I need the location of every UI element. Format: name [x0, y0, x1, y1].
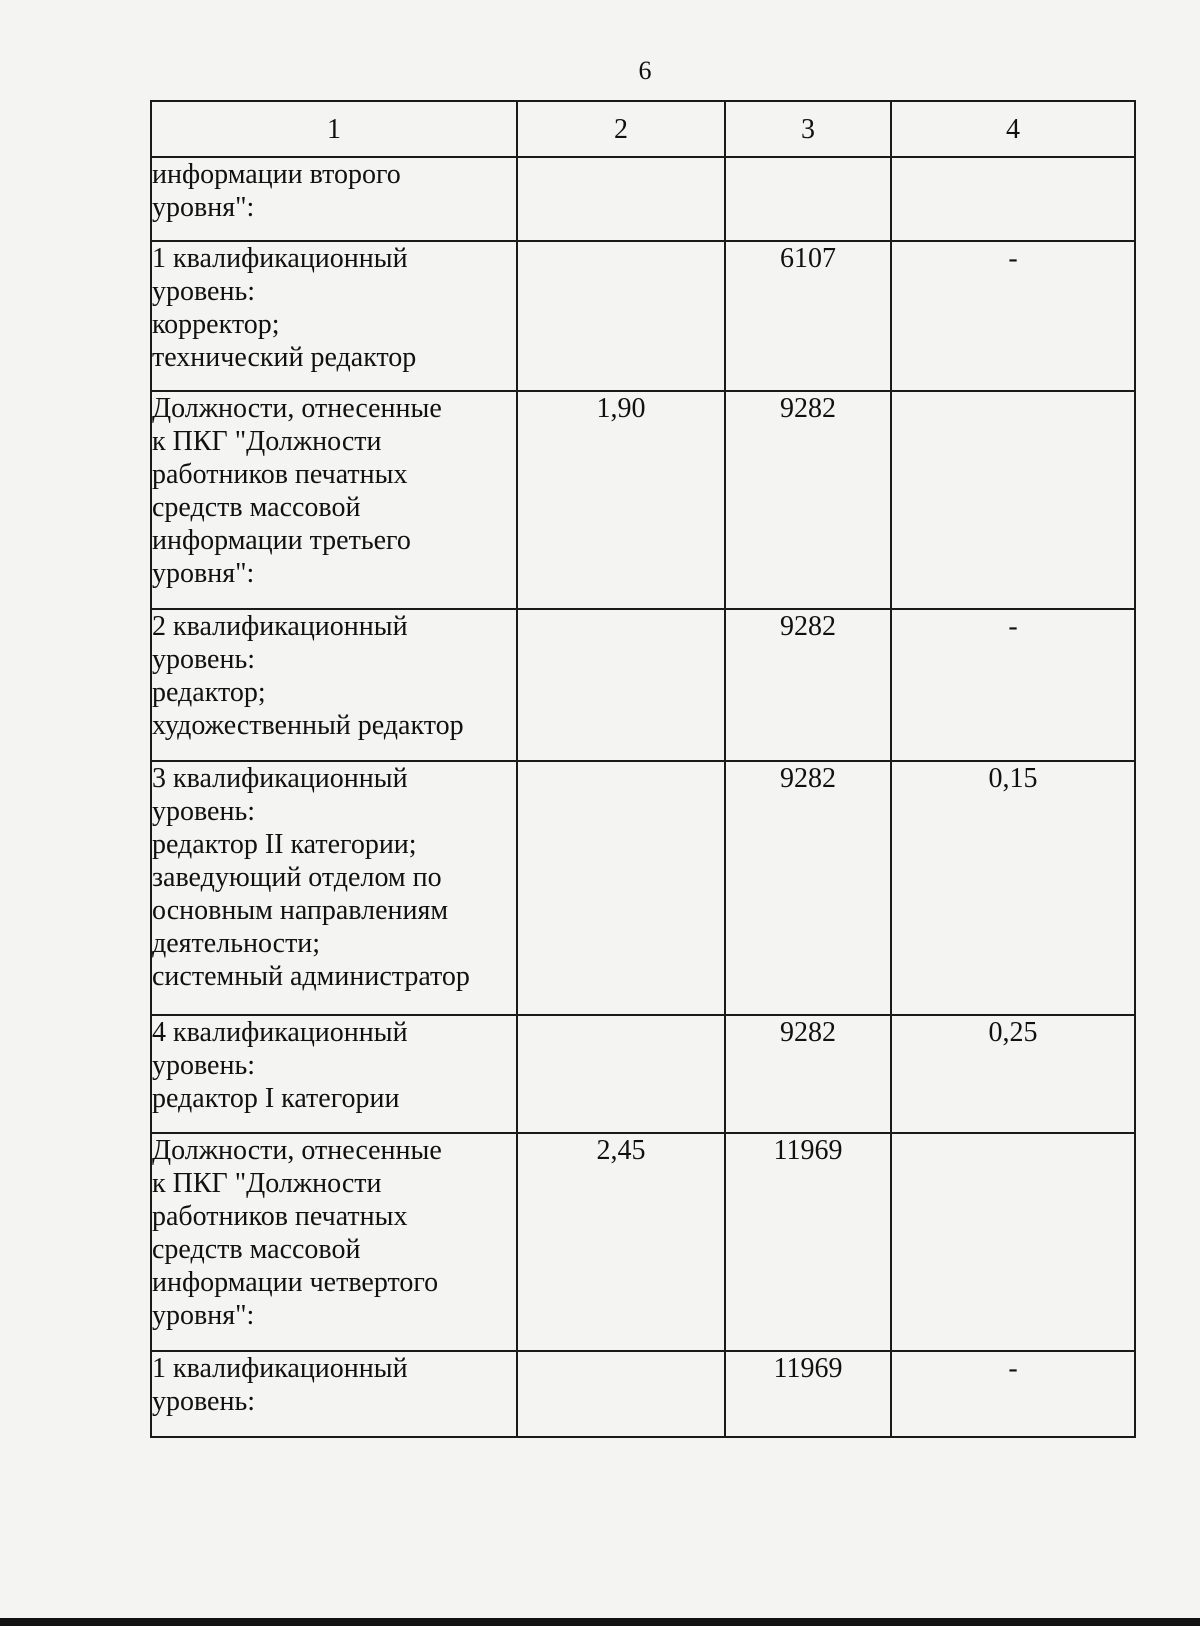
- position-cell: [151, 391, 517, 609]
- position-line: художественный редактор: [152, 710, 464, 741]
- position-line: информации четвертого: [152, 1267, 439, 1298]
- position-line: системный администратор: [152, 961, 470, 992]
- salary-cell: 9282: [725, 1015, 891, 1133]
- coefficient-cell: 2,45: [517, 1133, 725, 1351]
- position-line: редактор I категории: [152, 1083, 400, 1114]
- position-line: работников печатных: [152, 1201, 408, 1232]
- table-row: [151, 1015, 1135, 1133]
- increase-coefficient-cell: 0,15: [891, 761, 1135, 1015]
- position-line: 4 квалификационный: [152, 1017, 408, 1048]
- coefficient-cell: [517, 609, 725, 761]
- coefficient-cell: 1,90: [517, 391, 725, 609]
- increase-coefficient-cell: -: [891, 1351, 1135, 1437]
- increase-coefficient-cell: [891, 157, 1135, 241]
- position-line: работников печатных: [152, 459, 408, 490]
- salary-table: [150, 100, 1136, 1438]
- coefficient-cell: [517, 157, 725, 241]
- position-line: заведующий отделом по: [152, 862, 442, 893]
- position-line: 1 квалификационный: [152, 243, 408, 274]
- position-cell: [151, 241, 517, 391]
- position-line: уровень:: [152, 796, 256, 827]
- increase-coefficient-cell: -: [891, 241, 1135, 391]
- position-cell: [151, 761, 517, 1015]
- page-number: 6: [638, 56, 652, 85]
- salary-cell: 11969: [725, 1133, 891, 1351]
- position-cell: [151, 1015, 517, 1133]
- table-row: [151, 761, 1135, 1015]
- position-line: уровня":: [152, 1300, 255, 1331]
- position-line: уровня":: [152, 558, 255, 589]
- position-line: уровня":: [152, 192, 255, 223]
- position-line: уровень:: [152, 1050, 256, 1081]
- salary-cell: 9282: [725, 761, 891, 1015]
- position-line: информации второго: [152, 159, 401, 190]
- increase-coefficient-cell: [891, 1133, 1135, 1351]
- table-row: [151, 157, 1135, 241]
- position-cell: [151, 1133, 517, 1351]
- position-line: 1 квалификационный: [152, 1353, 408, 1384]
- table-row: [151, 609, 1135, 761]
- coefficient-cell: [517, 1351, 725, 1437]
- increase-coefficient-cell: 0,25: [891, 1015, 1135, 1133]
- coefficient-cell: [517, 241, 725, 391]
- position-line: 2 квалификационный: [152, 611, 408, 642]
- position-line: Должности, отнесенные: [152, 1135, 442, 1166]
- position-line: к ПКГ "Должности: [152, 426, 382, 457]
- position-line: деятельности;: [152, 928, 321, 959]
- column-header-1: 1: [151, 101, 517, 157]
- increase-coefficient-cell: -: [891, 609, 1135, 761]
- position-line: Должности, отнесенные: [152, 393, 442, 424]
- position-line: 3 квалификационный: [152, 763, 408, 794]
- salary-cell: 9282: [725, 609, 891, 761]
- column-header-2: 2: [517, 101, 725, 157]
- table-row: [151, 1351, 1135, 1437]
- coefficient-cell: [517, 761, 725, 1015]
- position-line: к ПКГ "Должности: [152, 1168, 382, 1199]
- position-cell: [151, 1351, 517, 1437]
- position-line: корректор;: [152, 309, 280, 340]
- position-line: уровень:: [152, 644, 256, 675]
- position-cell: [151, 609, 517, 761]
- position-line: информации третьего: [152, 525, 411, 556]
- coefficient-cell: [517, 1015, 725, 1133]
- salary-cell: [725, 157, 891, 241]
- salary-cell: 6107: [725, 241, 891, 391]
- scan-edge-bar: [0, 1618, 1200, 1626]
- position-line: редактор II категории;: [152, 829, 417, 860]
- salary-cell: 11969: [725, 1351, 891, 1437]
- table-row: [151, 241, 1135, 391]
- header-row: [151, 101, 1135, 157]
- increase-coefficient-cell: [891, 391, 1135, 609]
- position-line: уровень:: [152, 1386, 256, 1417]
- position-line: технический редактор: [152, 342, 417, 373]
- table-row: [151, 391, 1135, 609]
- position-line: средств массовой: [152, 1234, 361, 1265]
- position-line: средств массовой: [152, 492, 361, 523]
- position-line: уровень:: [152, 276, 256, 307]
- table-row: [151, 1133, 1135, 1351]
- position-line: основным направлениям: [152, 895, 449, 926]
- salary-cell: 9282: [725, 391, 891, 609]
- column-header-4: 4: [891, 101, 1135, 157]
- column-header-3: 3: [725, 101, 891, 157]
- position-line: редактор;: [152, 677, 266, 708]
- position-cell: [151, 157, 517, 241]
